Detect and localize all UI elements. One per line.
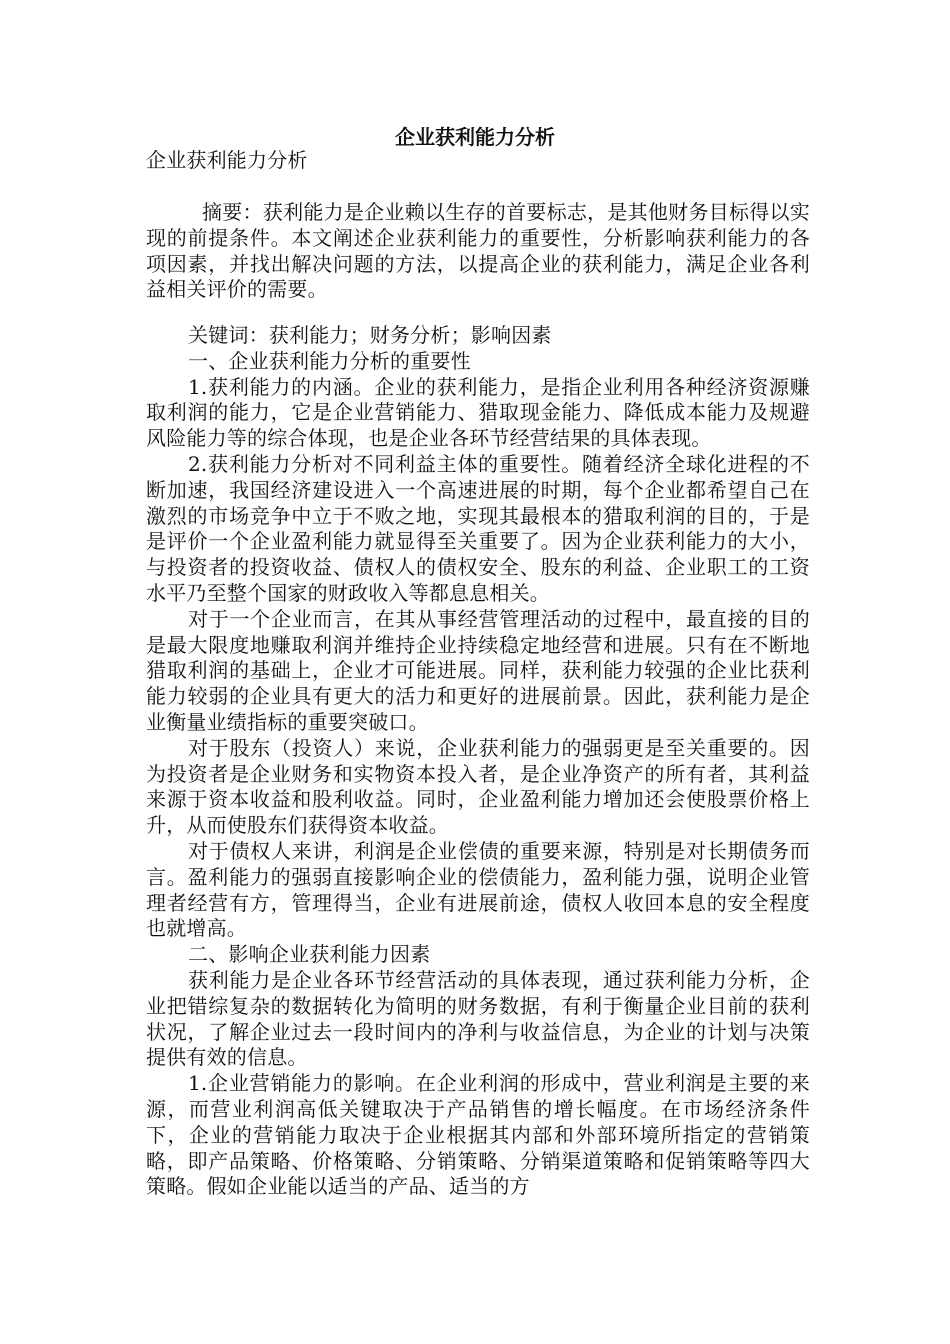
document-title: 企业获利能力分析 (395, 125, 555, 149)
paragraph-2: 2.获利能力分析对不同利益主体的重要性。随着经济全球化进程的不断加速，我国经济建设进入一个高速进展的时期，每个企业都希望自己在激烈的市场竞争中立于不败之地，实现其最根本的猎取利润的目的，于是是评价一个企业盈利能力就显得至关重要了。因为企业获利能力的大小，与投资者的投资收益、债权人的债权安全、股东的利益、企业职工的工资水平乃至整个国家的财政收入等都息息相关。 (146, 451, 810, 605)
paragraph-3: 对于一个企业而言，在其从事经营管理活动的过程中，最直接的目的是最大限度地赚取利润并维持企业持续稳定地经营和进展。只有在不断地猎取利润的基础上，企业才可能进展。同样，获利能力较强的企业比获利能力较弱的企业具有更大的活力和更好的进展前景。因此，获利能力是企业衡量业绩指标的重要突破口。 (146, 606, 810, 734)
main-body (146, 323, 810, 1200)
paragraph-6: 获利能力是企业各环节经营活动的具体表现，通过获利能力分析，企业把错综复杂的数据转化为简明的财务数据，有利于衡量企业目前的获利状况，了解企业过去一段时间内的净利与收益信息，为企业的计划与决策提供有效的信息。 (146, 967, 810, 1070)
paragraph-1: 1.获利能力的内涵。企业的获利能力，是指企业利用各种经济资源赚取利润的能力，它是企业营销能力、猎取现金能力、降低成本能力及规避风险能力等的综合体现，也是企业各环节经营结果的具体表现。 (146, 374, 810, 451)
section-heading-2: 二、影响企业获利能力因素 (188, 942, 431, 967)
document-subtitle (146, 148, 810, 174)
abstract-text: 摘要：获利能力是企业赖以生存的首要标志，是其他财务目标得以实现的前提条件。本文阐述企业获利能力的重要性，分析影响获利能力的各项因素，并找出解决问题的方法，以提高企业的获利能力，满足企业各利益相关评价的需要。 (146, 200, 810, 302)
abstract-block (146, 200, 810, 303)
subtitle-text: 企业获利能力分析 (146, 148, 308, 172)
keywords-line: 关键词：获利能力；财务分析；影响因素 (188, 323, 552, 347)
paragraph-5: 对于债权人来讲，利润是企业偿债的重要来源，特别是对长期债务而言。盈利能力的强弱直接影响企业的偿债能力，盈利能力强，说明企业管理者经营有方，管理得当，企业有进展前途，债权人收回本息的安全程度也就增高。 (146, 838, 810, 941)
section-heading-1: 一、企业获利能力分析的重要性 (188, 348, 471, 373)
paragraph-4: 对于股东（投资人）来说，企业获利能力的强弱更是至关重要的。因为投资者是企业财务和实物资本投入者，是企业净资产的所有者，其利益来源于资本收益和股利收益。同时，企业盈利能力增加还会使股票价格上升，从而使股东们获得资本收益。 (146, 735, 810, 838)
paragraph-7: 1.企业营销能力的影响。在企业利润的形成中，营业利润是主要的来源，而营业利润高低关键取决于产品销售的增长幅度。在市场经济条件下，企业的营销能力取决于企业根据其内部和外部环境所指定的营销策略，即产品策略、价格策略、分销策略、分销渠道策略和促销策略等四大策略。假如企业能以适当的产品、适当的方 (146, 1071, 810, 1199)
